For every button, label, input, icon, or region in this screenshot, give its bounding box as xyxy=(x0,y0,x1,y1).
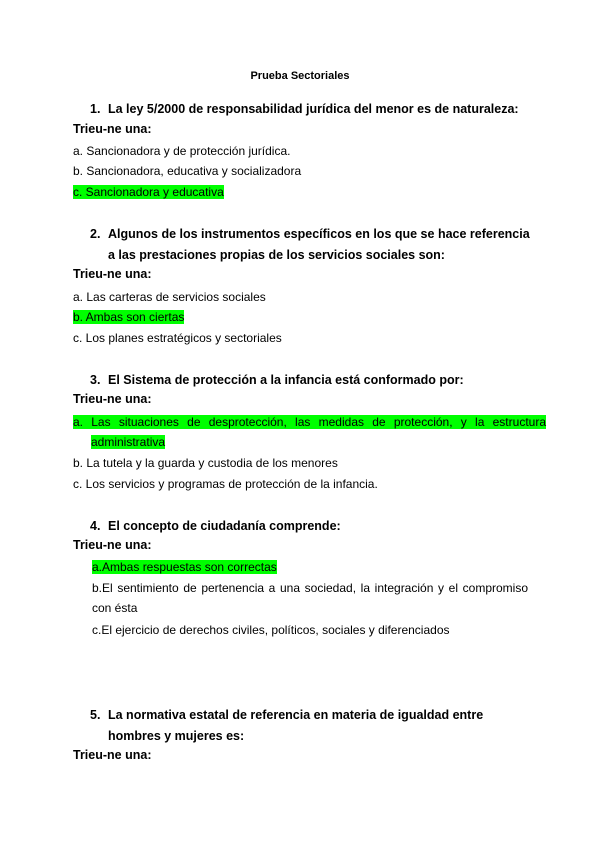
question-2 xyxy=(90,224,530,266)
question-number: 1. xyxy=(90,102,101,116)
question-text: Algunos de los instrumentos específicos en los que se hace referencia a las prestaciones propias de los servicios sociales son: xyxy=(108,227,530,262)
q4-option-c[interactable]: c.El ejercicio de derechos civiles, políticos, sociales y diferenciados xyxy=(92,623,450,637)
q2-option-a[interactable]: a. Las carteras de servicios sociales xyxy=(73,290,266,304)
question-number: 2. xyxy=(90,227,101,241)
document-title: Prueba Sectoriales xyxy=(250,70,350,82)
instruction-label: Trieu-ne una: xyxy=(73,267,152,281)
q4-option-b[interactable]: b.El sentimiento de pertenencia a una sociedad, la integración y el compromiso con ésta xyxy=(92,581,528,615)
instruction-label: Trieu-ne una: xyxy=(73,748,152,762)
question-4 xyxy=(90,516,530,537)
question-number: 3. xyxy=(90,373,101,387)
q1-option-c-highlighted[interactable]: c. Sancionadora y educativa xyxy=(73,185,224,199)
instruction-label: Trieu-ne una: xyxy=(73,538,152,552)
instruction-label: Trieu-ne una: xyxy=(73,122,152,136)
question-text: La normativa estatal de referencia en materia de igualdad entre hombres y mujeres es: xyxy=(108,708,484,743)
question-text: El concepto de ciudadanía comprende: xyxy=(108,519,341,533)
question-3 xyxy=(90,370,530,391)
instruction-label: Trieu-ne una: xyxy=(73,392,152,406)
q4-option-a-highlighted[interactable]: a.Ambas respuestas son correctas xyxy=(92,560,277,574)
question-number: 5. xyxy=(90,708,101,722)
q3-option-c[interactable]: c. Los servicios y programas de protección de la infancia. xyxy=(73,477,378,491)
question-number: 4. xyxy=(90,519,101,533)
question-1 xyxy=(90,99,530,120)
q1-option-a[interactable]: a. Sancionadora y de protección jurídica. xyxy=(73,144,291,158)
question-text: El Sistema de protección a la infancia está conformado por: xyxy=(108,373,464,387)
question-text: La ley 5/2000 de responsabilidad jurídica del menor es de naturaleza: xyxy=(108,102,519,116)
q3-option-b[interactable]: b. La tutela y la guarda y custodia de los menores xyxy=(73,456,338,470)
question-5 xyxy=(90,705,530,747)
q1-option-b[interactable]: b. Sancionadora, educativa y socializadora xyxy=(73,164,302,178)
q2-option-b-highlighted[interactable]: b. Ambas son ciertas xyxy=(73,310,185,324)
q2-option-c[interactable]: c. Los planes estratégicos y sectoriales xyxy=(73,331,282,345)
q3-option-a-highlighted[interactable]: a. Las situaciones de desprotección, las medidas de protección, y la estructura administrativa xyxy=(73,415,546,449)
